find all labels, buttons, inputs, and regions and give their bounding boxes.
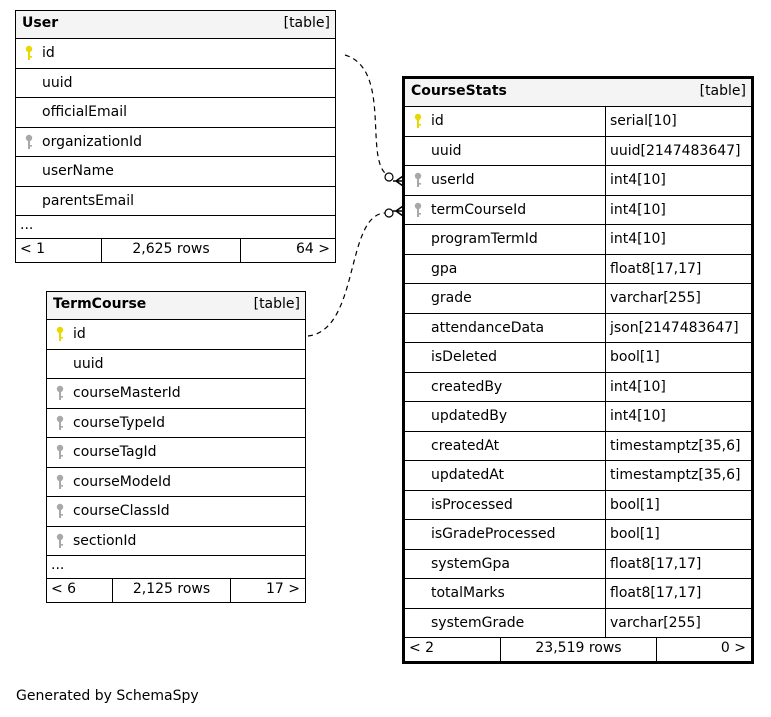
column-name-cell [405,137,605,166]
parents-count-cell[interactable] [47,579,113,602]
column-name: createdAt [431,437,500,454]
column-row-uuid[interactable] [405,137,751,167]
column-name: createdBy [431,378,503,395]
table-termcourse[interactable] [46,291,306,603]
column-name-cell [47,350,305,379]
parents-count: < 2 [409,640,435,656]
column-type: varchar[255] [610,614,701,631]
table-header [47,292,305,320]
column-name-cell [47,438,305,467]
column-row-grade[interactable] [405,284,751,314]
column-row-programtermid[interactable] [405,225,751,255]
row-count: 2,125 rows [132,581,211,597]
column-name-cell [47,527,305,556]
foreign-key-icon [55,503,65,519]
column-row-coursemasterid[interactable] [47,379,305,409]
column-name-cell [405,520,605,549]
column-row-organizationid[interactable] [16,128,335,158]
primary-key-icon [55,326,65,342]
table-name: TermCourse [53,296,147,312]
column-name: uuid [73,355,104,372]
column-row-courseclassid[interactable] [47,497,305,527]
column-type: int4[10] [610,172,666,188]
column-name-cell [405,550,605,579]
column-row-updatedby[interactable] [405,402,751,432]
edge-optional-circle-termcourseid [385,209,393,217]
row-count-cell [501,638,657,661]
column-name-cell [16,157,335,186]
foreign-key-icon [55,385,65,401]
column-row-updatedat[interactable] [405,461,751,491]
column-type: uuid[2147483647] [610,142,741,159]
row-count-cell [113,579,231,602]
children-count-cell[interactable] [241,239,335,262]
column-type: varchar[255] [610,290,701,306]
parents-count-cell[interactable] [405,638,501,661]
column-row-id[interactable] [16,39,335,69]
column-name-cell [47,320,305,349]
column-type-cell [605,609,751,638]
column-type-cell [605,402,751,431]
column-type-cell [605,461,751,490]
column-row-isgradeprocessed[interactable] [405,520,751,550]
column-row-isprocessed[interactable] [405,491,751,521]
column-name-cell [16,69,335,98]
foreign-key-icon [55,444,65,460]
column-type-cell [605,225,751,254]
column-type-cell [605,550,751,579]
column-name-cell [405,579,605,608]
column-type-cell [605,373,751,402]
column-name-cell [405,373,605,402]
column-name-cell [405,432,605,461]
column-row-sectionid[interactable] [47,527,305,557]
edge-optional-circle-userid [385,173,393,181]
parents-count: < 1 [20,241,46,257]
column-name: userName [42,163,114,179]
column-name-cell [47,497,305,526]
column-row-gpa[interactable] [405,255,751,285]
column-type: bool[1] [610,349,660,365]
column-name: programTermId [431,231,538,247]
foreign-key-icon [55,474,65,490]
column-list [47,320,305,556]
children-count: 0 > [720,640,746,656]
table-footer [16,239,335,262]
children-count: 17 > [266,581,300,597]
column-name: uuid [42,74,73,91]
column-name: isProcessed [431,496,513,513]
column-row-uuid[interactable] [16,69,335,99]
column-type-cell [605,255,751,284]
column-row-isdeleted[interactable] [405,343,751,373]
column-row-termcourseid[interactable] [405,196,751,226]
row-count: 23,519 rows [535,640,622,656]
table-header [16,11,335,39]
column-name: courseTagId [73,444,157,460]
column-row-uuid[interactable] [47,350,305,380]
column-row-id[interactable] [405,107,751,137]
column-name: uuid [431,142,462,159]
column-name: systemGpa [431,555,510,572]
column-name-cell [16,98,335,127]
primary-key-icon [413,113,423,129]
column-type-cell [605,343,751,372]
column-name: updatedAt [431,467,505,483]
column-row-userid[interactable] [405,166,751,196]
column-type-cell [605,314,751,343]
column-type: json[2147483647] [610,319,739,336]
foreign-key-icon [413,202,423,218]
column-name-cell [405,609,605,638]
table-name: CourseStats [411,83,507,99]
table-kind: [table] [283,15,330,31]
column-name: parentsEmail [42,192,135,209]
column-name: id [73,326,86,342]
column-type-cell [605,284,751,313]
edge-coursestats-userid-to-user-id [345,55,392,177]
column-type: float8[17,17] [610,555,702,572]
column-row-username[interactable] [16,157,335,187]
primary-key-icon [24,45,34,61]
column-name-cell [405,461,605,490]
table-header [405,79,751,107]
column-name-cell [16,39,335,68]
parents-count: < 6 [51,581,77,597]
column-type: bool[1] [610,526,660,542]
column-type: float8[17,17] [610,260,702,277]
column-row-coursetagid[interactable] [47,438,305,468]
column-name: isDeleted [431,349,498,365]
column-name: attendanceData [431,319,545,336]
table-kind: [table] [699,83,746,99]
more-columns-ellipsis [47,556,305,579]
column-row-coursetypeid[interactable] [47,409,305,439]
column-type: float8[17,17] [610,585,702,601]
column-name: totalMarks [431,585,505,601]
column-row-totalmarks[interactable] [405,579,751,609]
column-type-cell [605,137,751,166]
table-footer [47,579,305,602]
more-columns-ellipsis [16,216,335,239]
column-name: systemGrade [431,614,525,631]
row-count-cell [102,239,241,262]
column-name-cell [16,187,335,216]
column-row-systemgpa[interactable] [405,550,751,580]
column-name-cell [405,314,605,343]
column-type-cell [605,107,751,136]
column-row-systemgrade[interactable] [405,609,751,639]
row-count: 2,625 rows [132,241,210,257]
ellipsis-text: ... [51,557,65,573]
column-name: id [431,113,444,129]
column-name: courseTypeId [73,414,165,431]
column-list [16,39,335,216]
column-type: serial[10] [610,113,677,129]
table-name: User [22,15,59,31]
foreign-key-icon [24,134,34,150]
children-count-cell[interactable] [231,579,305,602]
column-row-createdby[interactable] [405,373,751,403]
column-name-cell [405,225,605,254]
column-name-cell [405,255,605,284]
table-user[interactable] [15,10,336,263]
column-type: bool[1] [610,496,660,513]
column-name-cell [405,402,605,431]
column-name-cell [405,284,605,313]
ellipsis-text: ... [20,217,34,233]
column-type: timestamptz[35,6] [610,437,741,454]
column-name-cell [47,379,305,408]
column-name: termCourseId [431,201,527,218]
column-name: sectionId [73,532,137,549]
column-name: courseModeId [73,473,171,490]
column-name-cell [16,128,335,157]
column-row-id[interactable] [47,320,305,350]
column-type: int4[10] [610,378,666,395]
foreign-key-icon [413,172,423,188]
column-name-cell [405,491,605,520]
column-name-cell [405,343,605,372]
column-name-cell [47,468,305,497]
column-name: grade [431,290,472,306]
column-type-cell [605,520,751,549]
column-list [405,107,751,638]
column-row-officialemail[interactable] [16,98,335,128]
column-name-cell [405,107,605,136]
column-name: userId [431,172,475,188]
column-type: int4[10] [610,201,666,218]
column-type: int4[10] [610,231,666,247]
column-type-cell [605,432,751,461]
column-row-attendancedata[interactable] [405,314,751,344]
column-name: gpa [431,260,458,277]
generated-by-label: Generated by SchemaSpy [16,688,199,704]
column-row-createdat[interactable] [405,432,751,462]
column-type: timestamptz[35,6] [610,467,741,483]
parents-count-cell[interactable] [16,239,102,262]
column-name-cell [47,409,305,438]
children-count-cell[interactable] [657,638,751,661]
column-name-cell [405,196,605,225]
column-type-cell [605,196,751,225]
column-name: updatedBy [431,408,508,424]
column-row-coursemodeid[interactable] [47,468,305,498]
table-footer [405,638,751,661]
column-name-cell [405,166,605,195]
column-name: organizationId [42,133,143,150]
foreign-key-icon [55,533,65,549]
column-name: courseMasterId [73,385,181,401]
column-type-cell [605,491,751,520]
table-kind: [table] [253,296,300,312]
foreign-key-icon [55,415,65,431]
column-type-cell [605,579,751,608]
children-count: 64 > [296,241,330,257]
column-name: courseClassId [73,503,170,519]
column-type-cell [605,166,751,195]
column-name: isGradeProcessed [431,526,556,542]
column-row-parentsemail[interactable] [16,187,335,217]
column-name: officialEmail [42,104,127,120]
column-name: id [42,45,55,61]
table-coursestats[interactable] [402,76,754,664]
column-type: int4[10] [610,408,666,424]
